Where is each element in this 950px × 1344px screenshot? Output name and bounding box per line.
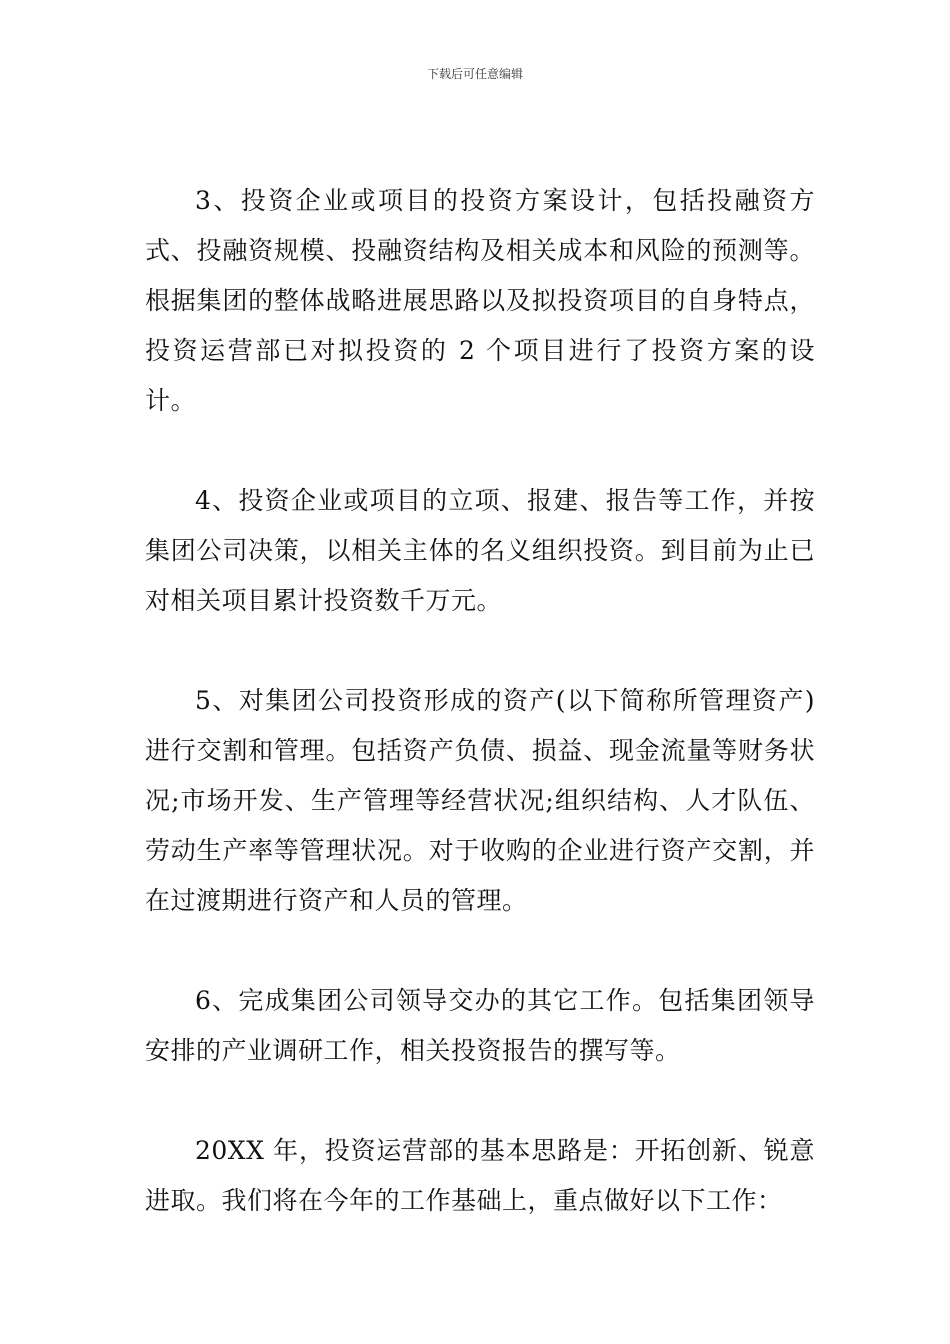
paragraph-item-4: 4、投资企业或项目的立项、报建、报告等工作，并按集团公司决策，以相关主体的名义组织投资。到目前为止已对相关项目累计投资数千万元。 <box>145 486 815 615</box>
paragraph-item-3: 3、投资企业或项目的投资方案设计，包括投融资方式、投融资规模、投融资结构及相关成本和风险的预测等。根据集团的整体战略进展思路以及拟投资项目的自身特点，投资运营部已对拟投资的 2 个项目进行了投资方案的设计。 <box>145 186 815 415</box>
document-body <box>145 176 815 1226</box>
page-header: 下载后可任意编辑 <box>426 67 523 81</box>
paragraph-plan-summary: 20XX 年，投资运营部的基本思路是：开拓创新、锐意进取。我们将在今年的工作基础上，重点做好以下工作： <box>145 1136 815 1215</box>
paragraph-item-6: 6、完成集团公司领导交办的其它工作。包括集团领导安排的产业调研工作，相关投资报告的撰写等。 <box>145 986 815 1065</box>
paragraph-item-5: 5、对集团公司投资形成的资产(以下简称所管理资产)进行交割和管理。包括资产负债、损益、现金流量等财务状况;市场开发、生产管理等经营状况;组织结构、人才队伍、劳动生产率等管理状况。对于收购的企业进行资产交割，并在过渡期进行资产和人员的管理。 <box>145 686 815 915</box>
